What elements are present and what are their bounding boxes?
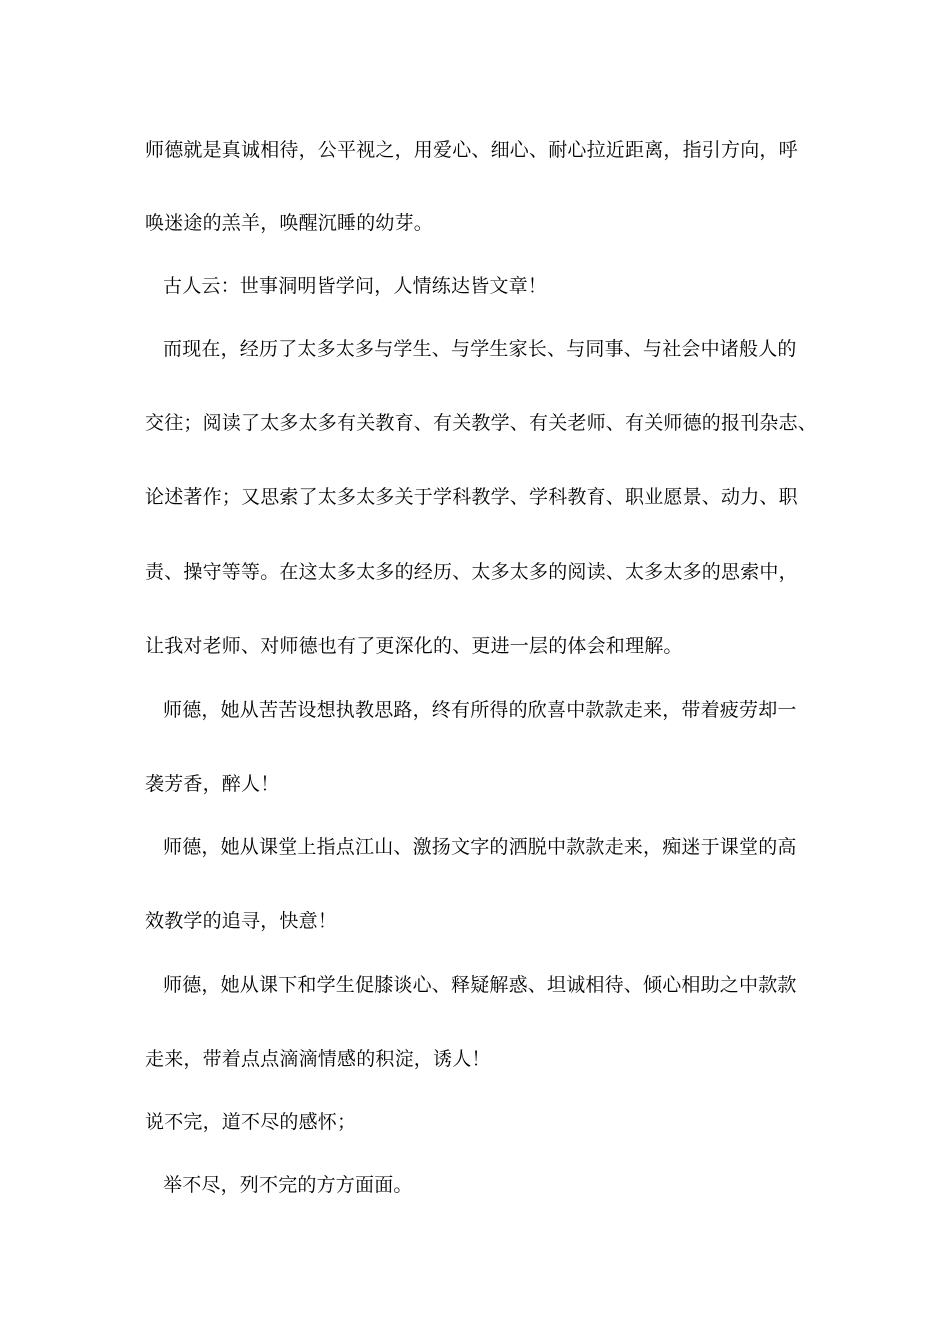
paragraph-line: 袭芳香，醉人！ [145,773,280,795]
paragraph-line: 效教学的追寻，快意！ [145,910,338,932]
paragraph-line: 师德，她从课下和学生促膝谈心、释疑解惑、坦诚相待、倾心相助之中款款 [163,974,797,996]
paragraph-line: 举不尽，列不完的方方面面。 [163,1174,413,1196]
paragraph-line: 论述著作；又思索了太多太多关于学科教学、学科教育、职业愿景、动力、职 [145,486,798,508]
paragraph-line: 唤迷途的羔羊，唤醒沉睡的幼芽。 [145,212,434,234]
paragraph-line: 让我对老师、对师德也有了更深化的、更进一层的体会和理解。 [145,635,683,657]
paragraph-line: 交往；阅读了太多太多有关教育、有关教学、有关老师、有关师德的报刊杂志、 [145,412,818,434]
paragraph-line: 责、操守等等。在这太多太多的经历、太多太多的阅读、太多太多的思索中， [145,561,798,583]
paragraph-line: 师德就是真诚相待，公平视之，用爱心、细心、耐心拉近距离，指引方向，呼 [145,139,798,161]
paragraph-line: 师德，她从课堂上指点江山、激扬文字的洒脱中款款走来，痴迷于课堂的高 [163,836,797,858]
paragraph-line: 师德，她从苦苦设想执教思路，终有所得的欣喜中款款走来，带着疲劳却一 [163,699,797,721]
paragraph-line: 说不完，道不尽的感怀； [145,1111,357,1133]
paragraph-line: 古人云：世事洞明皆学问，人情练达皆文章！ [163,275,548,297]
paragraph-line: 走来，带着点点滴滴情感的积淀，诱人！ [145,1048,491,1070]
paragraph-line: 而现在，经历了太多太多与学生、与学生家长、与同事、与社会中诸般人的 [163,338,797,360]
